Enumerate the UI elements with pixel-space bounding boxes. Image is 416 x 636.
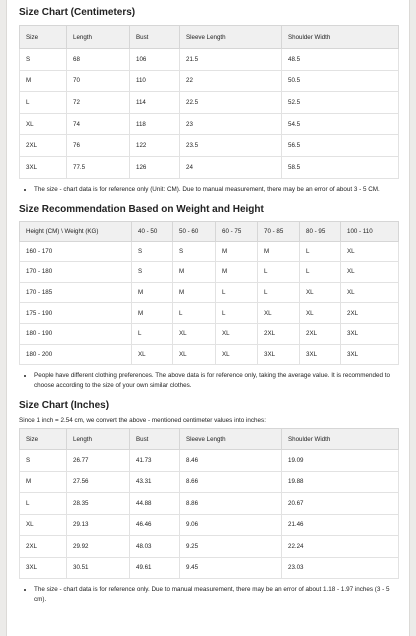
- table-cell: XL: [216, 344, 258, 365]
- table-header-row: [20, 429, 399, 450]
- table-row: [20, 557, 399, 579]
- table-cell: 106: [130, 49, 180, 71]
- table-cell: 3XL: [20, 156, 67, 178]
- header-cell: Bust: [130, 26, 180, 49]
- table-cell: 3XL: [341, 344, 399, 365]
- table-cell: 118: [130, 113, 180, 135]
- table-cell: 58.5: [282, 156, 399, 178]
- table-cell: M: [173, 262, 216, 283]
- table-cell: 56.5: [282, 135, 399, 157]
- table-cell: M: [258, 241, 300, 262]
- table-cell: 3XL: [258, 344, 300, 365]
- table-cell: 180 - 190: [20, 323, 132, 344]
- table-row: [20, 471, 399, 493]
- table-cell: 48.03: [130, 536, 180, 558]
- table-cell: 26.77: [67, 450, 130, 472]
- header-cell: 50 - 60: [173, 221, 216, 241]
- table-cell: 29.92: [67, 536, 130, 558]
- inch-note: [19, 579, 399, 605]
- table-cell: L: [216, 282, 258, 303]
- table-row: [20, 514, 399, 536]
- table-cell: 8.46: [180, 450, 282, 472]
- header-cell: 70 - 85: [258, 221, 300, 241]
- table-cell: 2XL: [300, 323, 341, 344]
- section-inches: [19, 391, 399, 414]
- header-cell: 80 - 95: [300, 221, 341, 241]
- table-cell: 8.66: [180, 471, 282, 493]
- table-cell: M: [132, 282, 173, 303]
- table-cell: 44.88: [130, 493, 180, 515]
- table-cell: L: [300, 262, 341, 283]
- table-cell: 77.5: [67, 156, 130, 178]
- table-cell: 20.67: [282, 493, 399, 515]
- table-cell: 126: [130, 156, 180, 178]
- table-cell: XL: [20, 514, 67, 536]
- table-cell: 23.03: [282, 557, 399, 579]
- table-cell: XL: [132, 344, 173, 365]
- table-cell: 2XL: [20, 536, 67, 558]
- table-cell: 23.5: [180, 135, 282, 157]
- header-cell: Size: [20, 26, 67, 49]
- recommendation-note: [19, 365, 399, 391]
- table-row: [20, 450, 399, 472]
- cm-note: [19, 179, 399, 195]
- table-cell: XL: [258, 303, 300, 324]
- size-guide-page: [6, 0, 410, 636]
- table-row: [20, 536, 399, 558]
- table-cell: M: [20, 70, 67, 92]
- table-row: [20, 323, 399, 344]
- table-cell: 74: [67, 113, 130, 135]
- table-cell: 114: [130, 92, 180, 114]
- inch-conversion-intro: Since 1 inch = 2.54 cm, we convert the above - mentioned centimeter values into inches:: [19, 417, 266, 425]
- table-row: [20, 241, 399, 262]
- table-row: [20, 282, 399, 303]
- recommendation-table: [19, 221, 399, 366]
- table-cell: XL: [341, 282, 399, 303]
- table-cell: 2XL: [341, 303, 399, 324]
- table-cell: 50.5: [282, 70, 399, 92]
- header-cell: Bust: [130, 429, 180, 450]
- table-cell: 180 - 200: [20, 344, 132, 365]
- table-cell: 110: [130, 70, 180, 92]
- table-header-row: [20, 26, 399, 49]
- table-cell: S: [20, 450, 67, 472]
- table-cell: 28.35: [67, 493, 130, 515]
- table-row: [20, 303, 399, 324]
- table-cell: M: [216, 241, 258, 262]
- header-cell: Height (CM) \ Weight (KG): [20, 221, 132, 241]
- header-cell: Sleeve Length: [180, 26, 282, 49]
- header-cell: Length: [67, 429, 130, 450]
- table-cell: L: [20, 493, 67, 515]
- table-cell: XL: [341, 241, 399, 262]
- table-cell: 170 - 185: [20, 282, 132, 303]
- table-cell: 9.45: [180, 557, 282, 579]
- table-cell: 52.5: [282, 92, 399, 114]
- table-cell: 19.09: [282, 450, 399, 472]
- table-cell: M: [20, 471, 67, 493]
- table-cell: L: [258, 282, 300, 303]
- table-header-row: [20, 221, 399, 241]
- table-cell: M: [216, 262, 258, 283]
- table-row: [20, 156, 399, 178]
- table-cell: 46.46: [130, 514, 180, 536]
- table-row: [20, 493, 399, 515]
- table-cell: 22.5: [180, 92, 282, 114]
- table-cell: 48.5: [282, 49, 399, 71]
- cm-chart-title: Size Chart (Centimeters): [19, 7, 136, 18]
- table-row: [20, 262, 399, 283]
- table-cell: 175 - 190: [20, 303, 132, 324]
- table-cell: 170 - 180: [20, 262, 132, 283]
- table-cell: XL: [300, 303, 341, 324]
- table-cell: 9.06: [180, 514, 282, 536]
- cm-note-text: • The size - chart data is for reference only (Unit: CM). Due to manual measurement, there may be an error of about 3 - 5 CM.: [34, 185, 399, 195]
- section-recommendation: [19, 195, 399, 218]
- inch-note-text: • The size - chart data is for reference only. Due to manual measurement, there may be an error of about 1.18 - 1.97 inches (3 - 5 cm).: [34, 585, 399, 605]
- table-cell: 22.24: [282, 536, 399, 558]
- table-cell: M: [173, 282, 216, 303]
- table-cell: XL: [216, 323, 258, 344]
- table-cell: 54.5: [282, 113, 399, 135]
- table-cell: 3XL: [20, 557, 67, 579]
- table-cell: 41.73: [130, 450, 180, 472]
- table-cell: 72: [67, 92, 130, 114]
- table-cell: 122: [130, 135, 180, 157]
- table-cell: 3XL: [300, 344, 341, 365]
- table-row: [20, 113, 399, 135]
- table-cell: XL: [173, 323, 216, 344]
- header-cell: Size: [20, 429, 67, 450]
- cm-size-table: [19, 25, 399, 179]
- table-cell: 22: [180, 70, 282, 92]
- table-cell: XL: [20, 113, 67, 135]
- table-row: [20, 344, 399, 365]
- table-cell: 24: [180, 156, 282, 178]
- header-cell: Shoulder Width: [282, 26, 399, 49]
- table-cell: 29.13: [67, 514, 130, 536]
- table-cell: S: [20, 49, 67, 71]
- table-cell: L: [173, 303, 216, 324]
- header-cell: Sleeve Length: [180, 429, 282, 450]
- table-cell: L: [258, 262, 300, 283]
- table-row: [20, 70, 399, 92]
- table-row: [20, 49, 399, 71]
- table-cell: L: [300, 241, 341, 262]
- table-cell: S: [173, 241, 216, 262]
- table-cell: 49.61: [130, 557, 180, 579]
- table-cell: 21.5: [180, 49, 282, 71]
- section-cm: [19, 0, 399, 21]
- table-cell: 21.46: [282, 514, 399, 536]
- table-cell: L: [216, 303, 258, 324]
- table-cell: XL: [341, 262, 399, 283]
- header-cell: 40 - 50: [132, 221, 173, 241]
- table-cell: 3XL: [341, 323, 399, 344]
- table-cell: 27.56: [67, 471, 130, 493]
- table-cell: 70: [67, 70, 130, 92]
- header-cell: 60 - 75: [216, 221, 258, 241]
- table-cell: 23: [180, 113, 282, 135]
- header-cell: Length: [67, 26, 130, 49]
- table-cell: 8.86: [180, 493, 282, 515]
- table-cell: L: [20, 92, 67, 114]
- table-cell: 30.51: [67, 557, 130, 579]
- table-cell: 9.25: [180, 536, 282, 558]
- table-cell: 68: [67, 49, 130, 71]
- inch-chart-title: Size Chart (Inches): [19, 400, 110, 412]
- table-cell: 2XL: [258, 323, 300, 344]
- table-cell: 43.31: [130, 471, 180, 493]
- table-cell: 76: [67, 135, 130, 157]
- table-cell: S: [132, 262, 173, 283]
- table-cell: XL: [300, 282, 341, 303]
- table-row: [20, 92, 399, 114]
- header-cell: 100 - 110: [341, 221, 399, 241]
- table-cell: 160 - 170: [20, 241, 132, 262]
- inch-size-table: [19, 428, 399, 579]
- table-row: [20, 135, 399, 157]
- table-cell: L: [132, 323, 173, 344]
- recommendation-note-text: • People have different clothing preferences. The above data is for reference only, taking the average value. It is recommended to choose according to the size of your own similar clothes.: [34, 371, 399, 391]
- table-cell: 2XL: [20, 135, 67, 157]
- table-cell: XL: [173, 344, 216, 365]
- table-cell: S: [132, 241, 173, 262]
- table-cell: M: [132, 303, 173, 324]
- recommendation-title: Size Recommendation Based on Weight and Height: [19, 203, 264, 215]
- header-cell: Shoulder Width: [282, 429, 399, 450]
- table-cell: 19.88: [282, 471, 399, 493]
